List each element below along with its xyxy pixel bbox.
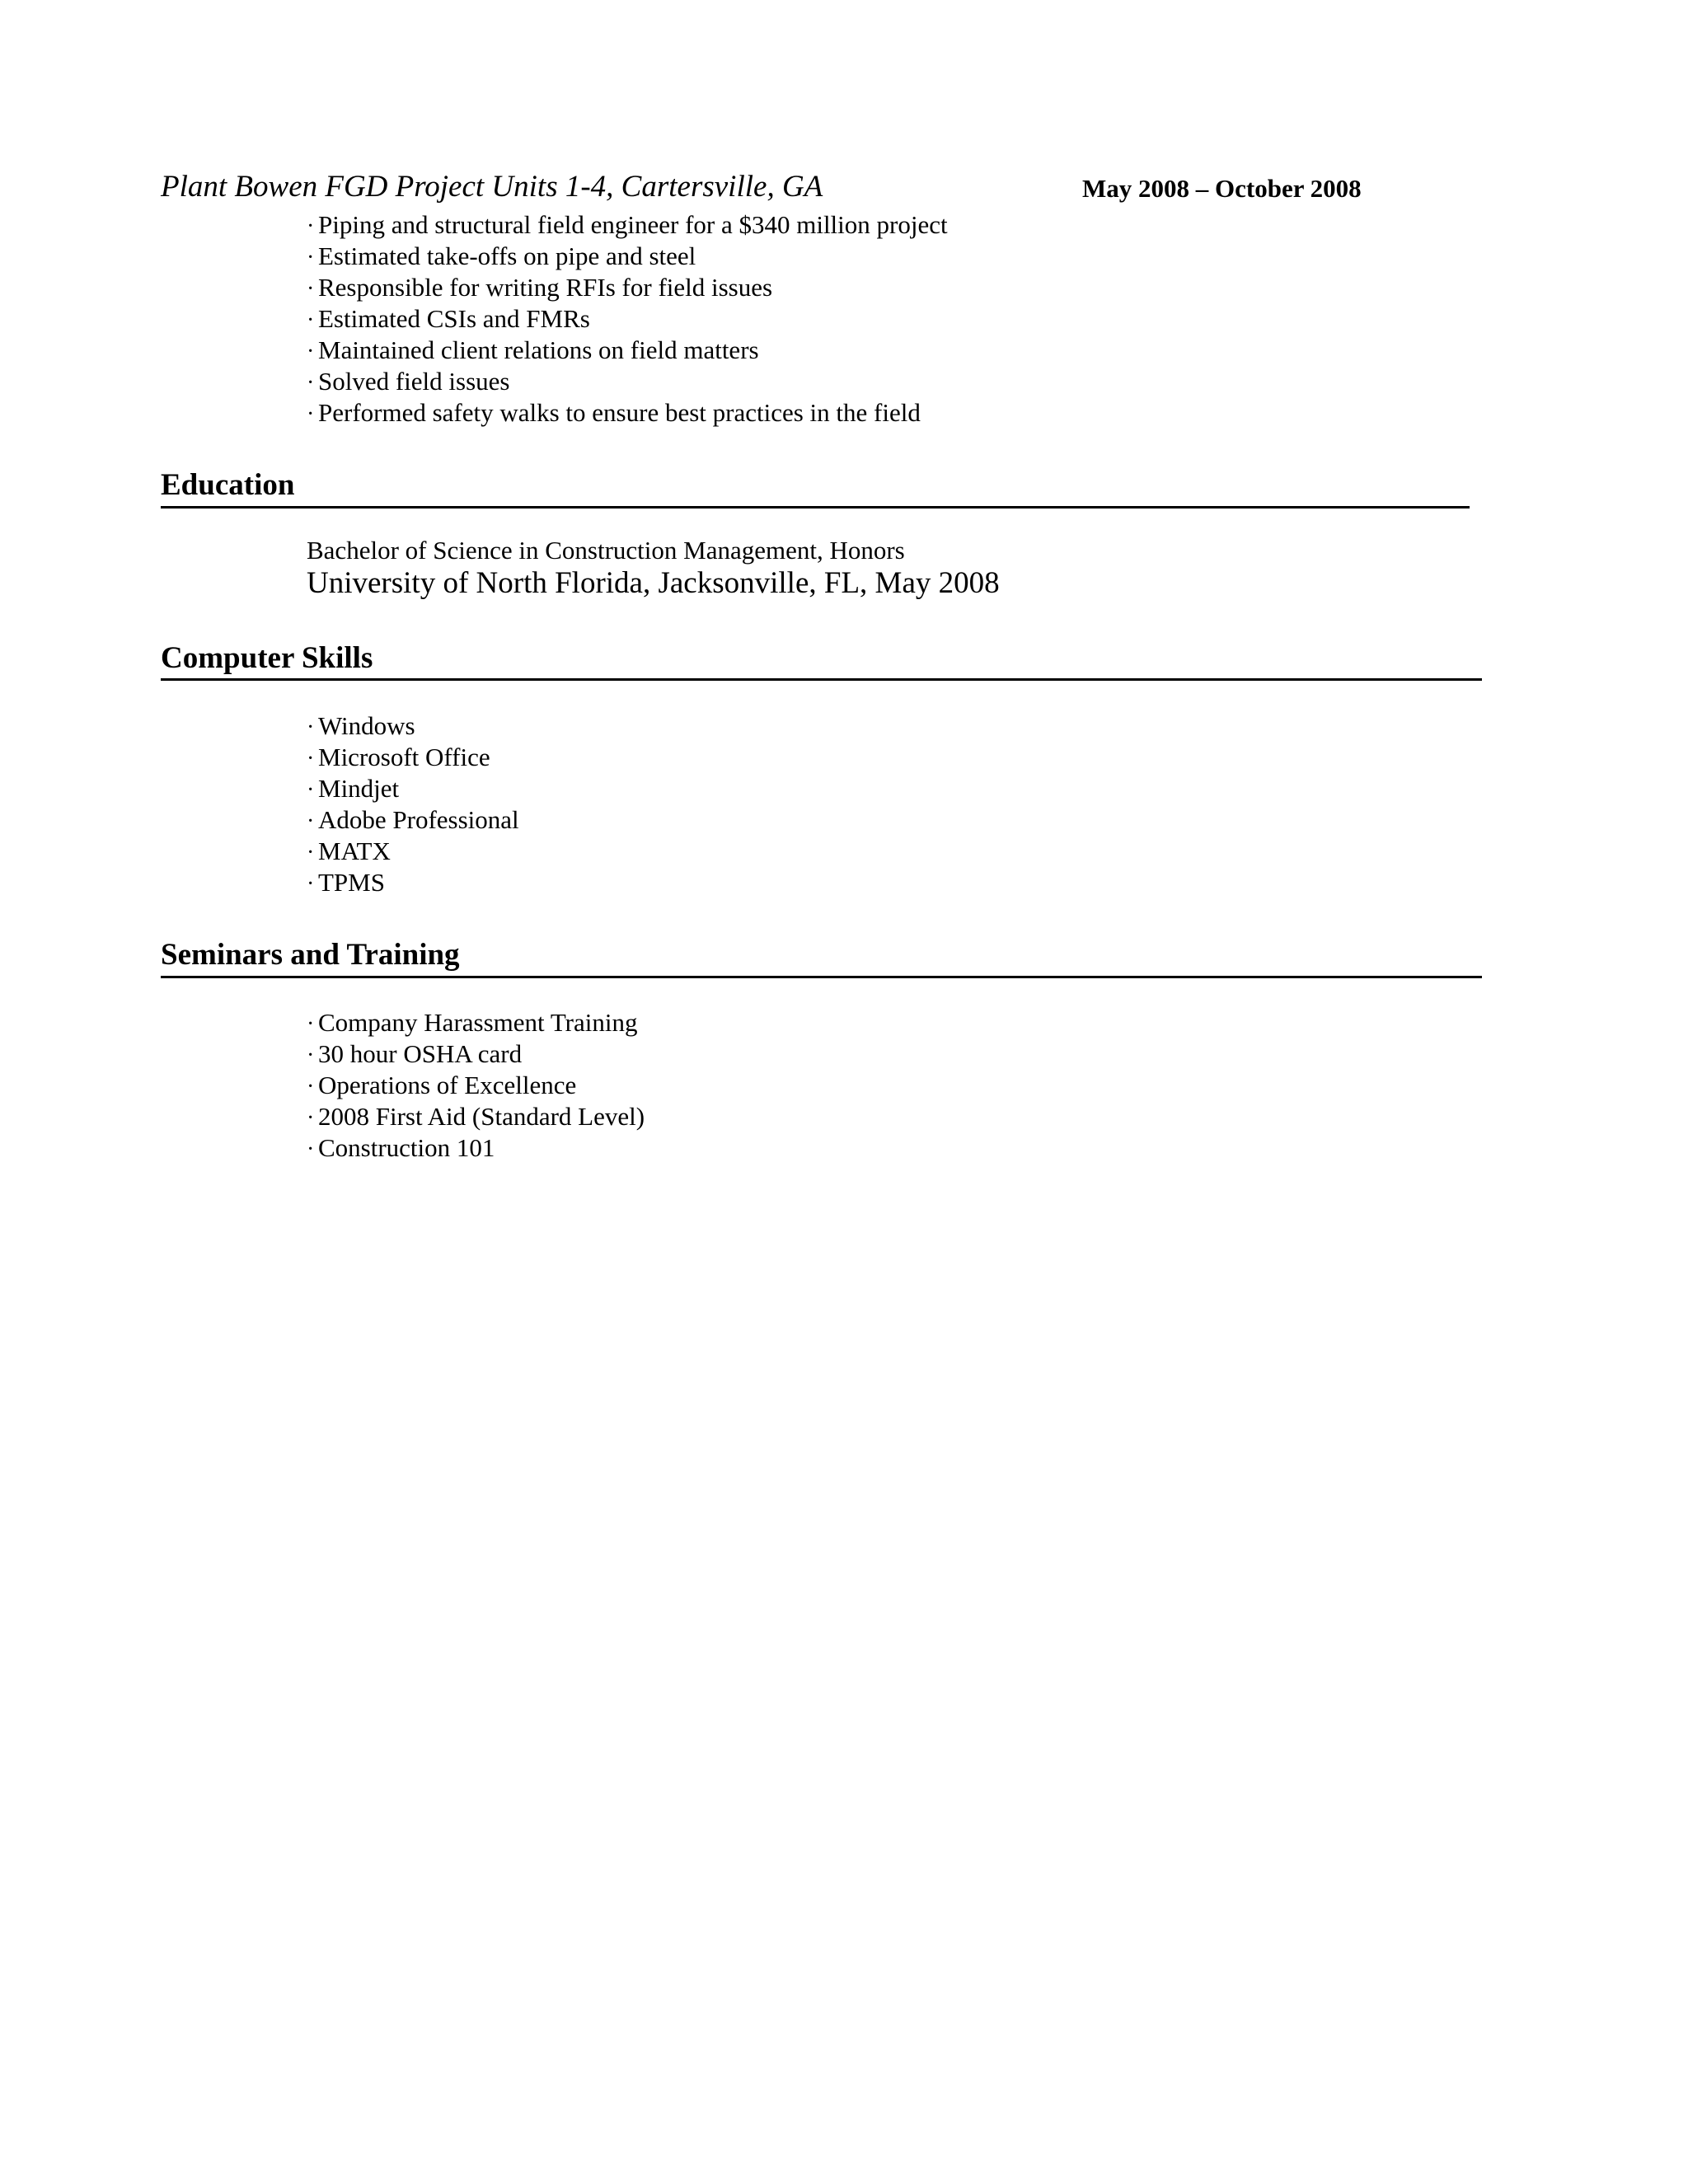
bullet-icon: · bbox=[307, 1074, 315, 1099]
bullet-icon: · bbox=[307, 746, 315, 771]
project-title: Plant Bowen FGD Project Units 1-4, Cartersville, GA bbox=[161, 170, 823, 204]
computer-skills-list bbox=[307, 710, 519, 898]
bullet-icon: · bbox=[307, 840, 315, 865]
bullet-icon: · bbox=[307, 307, 315, 333]
list-item: · MATX bbox=[307, 836, 519, 867]
list-item: · Operations of Excellence bbox=[307, 1070, 645, 1101]
bullet-icon: · bbox=[307, 213, 315, 239]
bullet-icon: · bbox=[307, 1011, 315, 1037]
bullet-icon: · bbox=[307, 276, 315, 302]
list-item: · Adobe Professional bbox=[307, 804, 519, 836]
list-item: · Performed safety walks to ensure best practices in the field bbox=[307, 397, 948, 429]
project-dates: May 2008 – October 2008 bbox=[1082, 174, 1362, 203]
list-item: · Windows bbox=[307, 710, 519, 742]
list-item: · Piping and structural field engineer for a $340 million project bbox=[307, 209, 948, 241]
bullet-icon: · bbox=[307, 245, 315, 270]
education-divider bbox=[161, 506, 1470, 509]
education-school: University of North Florida, Jacksonville, FL, May 2008 bbox=[307, 566, 1000, 600]
seminars-heading: Seminars and Training bbox=[161, 938, 460, 972]
bullet-icon: · bbox=[307, 777, 315, 803]
seminars-list bbox=[307, 1007, 645, 1164]
list-item: · TPMS bbox=[307, 867, 519, 898]
list-item: · Estimated take-offs on pipe and steel bbox=[307, 241, 948, 272]
bullet-icon: · bbox=[307, 715, 315, 740]
list-item: · 30 hour OSHA card bbox=[307, 1038, 645, 1070]
experience-bullet-list bbox=[307, 209, 948, 429]
list-item: · Solved field issues bbox=[307, 366, 948, 397]
list-item: · Estimated CSIs and FMRs bbox=[307, 303, 948, 335]
seminars-divider bbox=[161, 976, 1482, 978]
education-heading: Education bbox=[161, 468, 295, 502]
bullet-icon: · bbox=[307, 871, 315, 897]
list-item: · Company Harassment Training bbox=[307, 1007, 645, 1038]
list-item: · Microsoft Office bbox=[307, 742, 519, 773]
bullet-icon: · bbox=[307, 401, 315, 427]
list-item: · 2008 First Aid (Standard Level) bbox=[307, 1101, 645, 1132]
computer-skills-divider bbox=[161, 678, 1482, 681]
bullet-icon: · bbox=[307, 370, 315, 396]
bullet-icon: · bbox=[307, 1043, 315, 1068]
list-item: · Mindjet bbox=[307, 773, 519, 804]
bullet-icon: · bbox=[307, 1137, 315, 1162]
list-item: · Responsible for writing RFIs for field issues bbox=[307, 272, 948, 303]
computer-skills-heading: Computer Skills bbox=[161, 641, 373, 675]
bullet-icon: · bbox=[307, 808, 315, 834]
list-item: · Maintained client relations on field matters bbox=[307, 335, 948, 366]
bullet-icon: · bbox=[307, 339, 315, 364]
bullet-icon: · bbox=[307, 1105, 315, 1131]
education-degree: Bachelor of Science in Construction Management, Honors bbox=[307, 536, 905, 565]
list-item: · Construction 101 bbox=[307, 1132, 645, 1164]
